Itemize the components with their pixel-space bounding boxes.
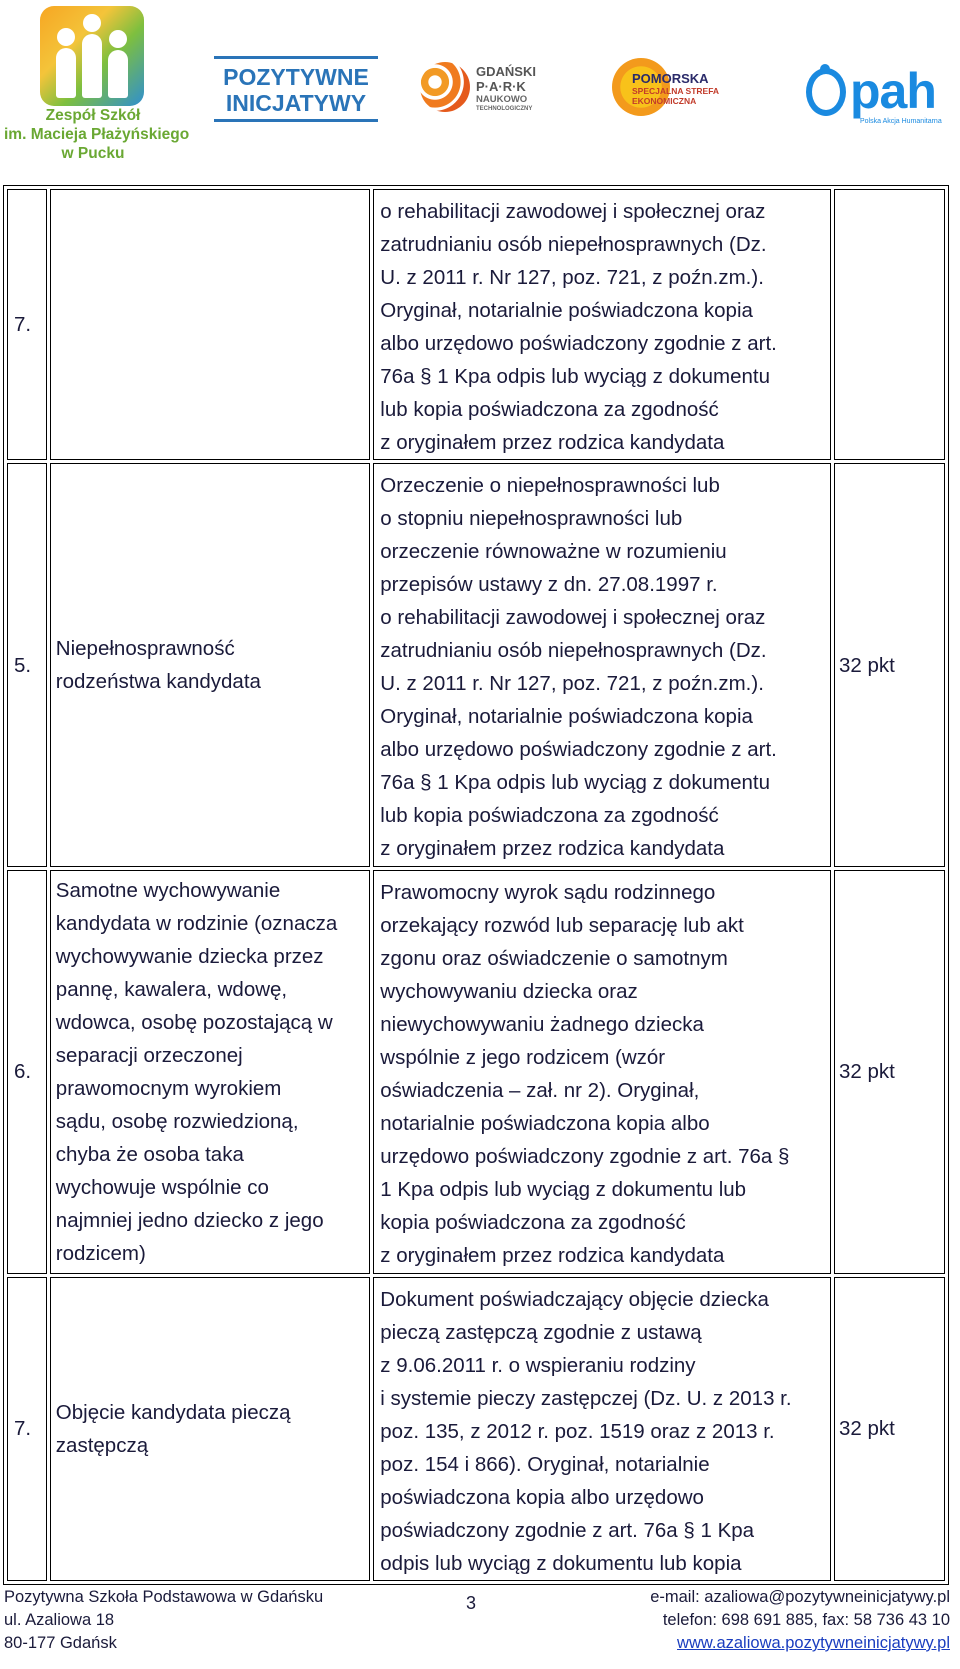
criterion-cell [50, 870, 370, 1274]
criterion-line: pannę, kawalera, wdowę, [55, 977, 288, 1001]
document-line: poświadczony zgodnie z art. 76a § 1 Kpa [380, 1518, 755, 1542]
document-line: poz. 154 i 866). Oryginał, notarialnie [380, 1452, 710, 1476]
footer-website-link[interactable]: www.azaliowa.pozytywneinicjatywy.pl [677, 1634, 950, 1652]
document-line: Oryginał, notarialnie poświadczona kopia [380, 299, 753, 322]
criterion-line: sądu, osobę rozwiedzioną, [55, 1109, 299, 1133]
header-logos [0, 0, 960, 175]
row-number: 7. [7, 189, 47, 460]
row-number: 6. [7, 870, 47, 1274]
criterion-line: wychowuje wspólnie co [55, 1175, 269, 1199]
document-line: 76a § 1 Kpa odpis lub wyciąg z dokumentu [380, 365, 771, 388]
footer-street: ul. Azaliowa 18 [4, 1611, 115, 1629]
school-emblem-icon [40, 6, 144, 106]
document-line: 76a § 1 Kpa odpis lub wyciąg z dokumentu [380, 771, 771, 795]
footer-school-name: Pozytywna Szkoła Podstawowa w Gdańsku [4, 1588, 324, 1606]
document-line: z 9.06.2011 r. o wspieraniu rodziny [380, 1353, 696, 1377]
points-cell: 32 pkt [834, 1277, 945, 1581]
document-line: orzekający rozwód lub separację lub akt [380, 913, 744, 937]
pah-logo [806, 64, 956, 126]
points-cell: 32 pkt [834, 463, 945, 867]
documents-cell [373, 463, 831, 867]
points-cell [834, 189, 945, 460]
gpn-logo-line: NAUKOWO [476, 94, 528, 105]
school-logo-line: im. Macieja Płażyńskiego [4, 126, 190, 143]
document-line: Prawomocny wyrok sądu rodzinnego [380, 880, 716, 904]
criteria-table [3, 185, 949, 1585]
pah-ring-icon [806, 68, 846, 116]
table-row [7, 463, 945, 867]
documents-cell [373, 870, 831, 1274]
document-line: albo urzędowo poświadczony zgodnie z art. [380, 332, 777, 355]
pse-logo-line: SPECJALNA STREFA [632, 86, 720, 96]
pozytywne-inicjatywy-logo [214, 56, 378, 122]
page-number: 3 [466, 1593, 477, 1613]
table-row [7, 189, 945, 460]
criterion-line: zastępczą [55, 1433, 149, 1457]
criterion-line: Objęcie kandydata pieczą [55, 1400, 291, 1424]
document-line: o rehabilitacji zawodowej i społecznej oraz [380, 606, 766, 630]
document-line: Orzeczenie o niepełnosprawności lub [380, 474, 720, 498]
document-line: z oryginałem przez rodzica kandydata [380, 837, 725, 861]
gpn-logo-line: GDAŃSKI [476, 64, 536, 79]
document-line: niewychowywaniu żadnego dziecka [380, 1012, 704, 1036]
criterion-line: separacji orzeczonej [55, 1043, 243, 1067]
row-number: 5. [7, 463, 47, 867]
row-number: 7. [7, 1277, 47, 1581]
school-logo [4, 4, 190, 166]
document-line: Oryginał, notarialnie poświadczona kopia [380, 705, 753, 729]
criterion-line: Samotne wychowywanie [55, 878, 281, 902]
document-line: przepisów ustawy z dn. 27.08.1997 r. [380, 573, 718, 597]
criterion-line: chyba że osoba taka [55, 1142, 244, 1166]
document-line: lub kopia poświadczona za zgodność [380, 398, 719, 421]
criterion-line: rodzicem) [55, 1241, 146, 1265]
document-line: notarialnie poświadczona kopia albo [380, 1111, 710, 1135]
pah-logo-subtitle: Polska Akcja Humanitarna [860, 118, 942, 125]
criterion-line: wdowca, osobę pozostającą w [55, 1010, 333, 1034]
page-footer [0, 1586, 960, 1669]
document-line: U. z 2011 r. Nr 127, poz. 721, z poźn.zm.). [380, 672, 764, 696]
document-line: i systemie pieczy zastępczej (Dz. U. z 2013 r. [380, 1386, 792, 1410]
gdanski-park-logo [420, 60, 560, 116]
pomorska-strefa-logo [612, 58, 752, 116]
footer-email: e-mail: azaliowa@pozytywneinicjatywy.pl [650, 1588, 950, 1606]
document-line: urzędowo poświadczony zgodnie z art. 76a § [380, 1144, 790, 1168]
document-line: z oryginałem przez rodzica kandydata [380, 1243, 725, 1267]
footer-city: 80-177 Gdańsk [4, 1634, 117, 1652]
pah-logo-name: pah [850, 63, 936, 119]
school-logo-text [4, 106, 190, 163]
document-line: Dokument poświadczający objęcie dziecka [380, 1287, 769, 1311]
criterion-line: kandydata w rodzinie (oznacza [55, 911, 338, 935]
criterion-cell [50, 1277, 370, 1581]
criterion-line: wychowywanie dziecka przez [55, 944, 324, 968]
document-line: albo urzędowo poświadczony zgodnie z art. [380, 738, 777, 762]
document-line: kopia poświadczona za zgodność [380, 1210, 686, 1234]
criterion-line: najmniej jedno dziecko z jego [55, 1208, 324, 1232]
criterion-line: rodzeństwa kandydata [55, 670, 261, 694]
footer-address [4, 1586, 323, 1655]
document-line: lub kopia poświadczona za zgodność [380, 804, 719, 828]
document-line: oświadczenia – zał. nr 2). Oryginał, [380, 1078, 700, 1102]
footer-phone: telefon: 698 691 885, fax: 58 736 43 10 [662, 1611, 950, 1629]
document-line: zgonu oraz oświadczenie o samotnym [380, 946, 728, 970]
criterion-cell [50, 189, 370, 460]
pse-logo-line: POMORSKA [632, 71, 709, 86]
document-line: wychowywaniu dziecka oraz [380, 979, 638, 1003]
document-line: o rehabilitacji zawodowej i społecznej oraz [380, 200, 766, 223]
school-logo-line: Zespół Szkół [45, 107, 141, 124]
document-line: pieczą zastępczą zgodnie z ustawą [380, 1320, 702, 1344]
document-line: zatrudnianiu osób niepełnosprawnych (Dz. [380, 639, 767, 663]
document-line: U. z 2011 r. Nr 127, poz. 721, z poźn.zm.). [380, 266, 764, 289]
pi-logo-line: INICJATYWY [225, 90, 367, 116]
document-line: z oryginałem przez rodzica kandydata [380, 431, 725, 454]
documents-cell [373, 189, 831, 460]
points-cell: 32 pkt [834, 870, 945, 1274]
document-line: o stopniu niepełnosprawności lub [380, 507, 683, 531]
school-logo-line: w Pucku [61, 145, 125, 162]
document-line: poz. 135, z 2012 r. poz. 1519 oraz z 2013 r. [380, 1419, 775, 1443]
gpn-circle-icon [420, 62, 470, 112]
document-line: zatrudnianiu osób niepełnosprawnych (Dz. [380, 233, 767, 256]
document-line: poświadczona kopia albo urzędowo [380, 1485, 704, 1509]
document-line: wspólnie z jego rodzicem (wzór [380, 1045, 666, 1069]
pi-logo-line: POZYTYWNE [223, 64, 369, 90]
gpn-logo-line: P·A·R·K [476, 79, 526, 94]
table-row [7, 870, 945, 1274]
document-line: odpis lub wyciąg z dokumentu lub kopia [380, 1551, 742, 1575]
table-row [7, 1277, 945, 1581]
documents-cell [373, 1277, 831, 1581]
criterion-cell [50, 463, 370, 867]
document-line: orzeczenie równoważne w rozumieniu [380, 540, 727, 564]
criterion-line: prawomocnym wyrokiem [55, 1076, 282, 1100]
pse-logo-line: EKONOMICZNA [632, 96, 697, 106]
criterion-line: Niepełnosprawność [55, 637, 235, 661]
document-line: 1 Kpa odpis lub wyciąg z dokumentu lub [380, 1177, 747, 1201]
gpn-logo-line: TECHNOLOGICZNY [476, 106, 533, 112]
footer-contact [650, 1586, 950, 1655]
